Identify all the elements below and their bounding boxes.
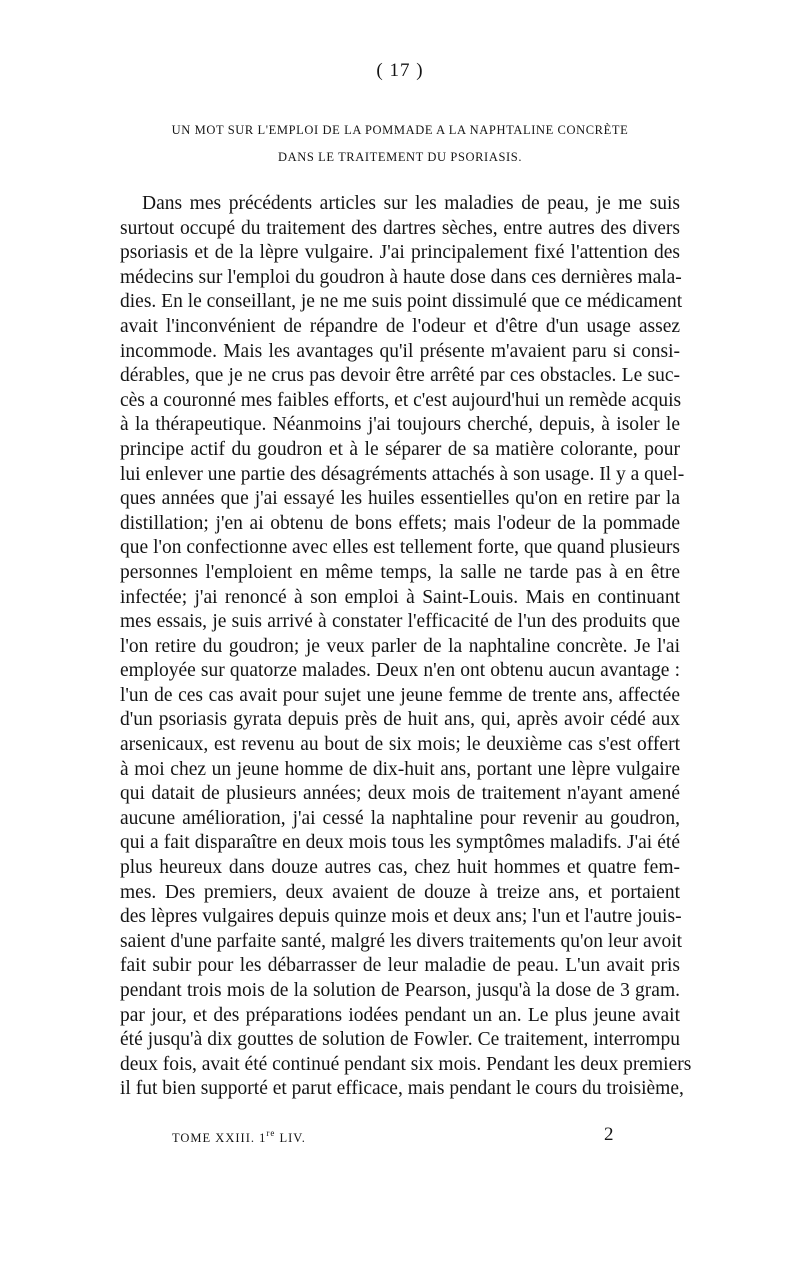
volume-signature-sup: re bbox=[266, 1128, 276, 1138]
body-line: dérables, que je ne crus pas devoir être arrêté par ces obstacles. Le suc- bbox=[120, 365, 680, 387]
body-line: à la thérapeutique. Néanmoins j'ai toujours cherché, depuis, à isoler le bbox=[120, 414, 680, 436]
body-line: lui enlever une partie des désagréments attachés à son usage. Il y a quel- bbox=[120, 463, 685, 485]
page-number: ( 17 ) bbox=[376, 60, 424, 81]
body-line: dies. En le conseillant, je ne me suis point dissimulé que ce médicament bbox=[120, 291, 683, 313]
body-line: personnes l'emploient en même temps, la salle ne tarde pas à en être bbox=[120, 561, 680, 583]
body-line: deux fois, avait été continué pendant six mois. Pendant les deux premiers bbox=[120, 1053, 692, 1075]
body-line: infectée; j'ai renoncé à son emploi à Saint-Louis. Mais en continuant bbox=[120, 586, 680, 608]
body-line: l'un de ces cas avait pour sujet une jeune femme de trente ans, affectée bbox=[120, 684, 680, 706]
volume-signature-text: TOME XXIII. 1 bbox=[172, 1131, 267, 1145]
body-line: incommode. Mais les avantages qu'il présente m'avaient paru si consi- bbox=[120, 340, 680, 362]
body-line: médecins sur l'emploi du goudron à haute dose dans ces dernières mala- bbox=[120, 266, 682, 288]
body-line: ques années que j'ai essayé les huiles essentielles qu'on en retire par la bbox=[120, 488, 680, 510]
body-line: cès a couronné mes faibles efforts, et c'est aujourd'hui un remède acquis bbox=[120, 389, 682, 411]
body-line: l'on retire du goudron; je veux parler de la naphtaline concrète. Je l'ai bbox=[120, 635, 680, 657]
article-title-line-2: DANS LE TRAITEMENT DU PSORIASIS. bbox=[277, 150, 523, 164]
body-line: que l'on confectionne avec elles est tellement forte, que quand plusieurs bbox=[120, 537, 680, 559]
body-line: qui datait de plusieurs années; deux mois de traitement n'ayant amené bbox=[120, 783, 680, 805]
body-line: d'un psoriasis gyrata depuis près de huit ans, qui, après avoir cédé aux bbox=[120, 709, 680, 731]
body-line: saient d'une parfaite santé, malgré les divers traitements qu'on leur avoit bbox=[120, 930, 683, 952]
body-line: par jour, et des préparations iodées pendant un an. Le plus jeune avait bbox=[120, 1004, 680, 1026]
body-line: Dans mes précédents articles sur les maladies de peau, je me suis bbox=[142, 193, 680, 214]
body-line: employée sur quatorze malades. Deux n'en ont obtenu aucun avantage : bbox=[120, 660, 680, 682]
body-line: été jusqu'à dix gouttes de solution de Fowler. Ce traitement, interrompu bbox=[120, 1029, 680, 1051]
body-line: psoriasis et de la lèpre vulgaire. J'ai principalement fixé l'attention des bbox=[120, 242, 680, 264]
volume-signature-suffix: LIV. bbox=[275, 1131, 306, 1145]
body-line: distillation; j'en ai obtenu de bons effets; mais l'odeur de la pommade bbox=[120, 512, 680, 534]
body-line: arsenicaux, est revenu au bout de six mois; le deuxième cas s'est offert bbox=[120, 734, 680, 756]
body-line: des lèpres vulgaires depuis quinze mois et deux ans; l'un et l'autre jouis- bbox=[120, 906, 682, 928]
sheet-number: 2 bbox=[604, 1124, 615, 1145]
body-line: mes essais, je suis arrivé à constater l'efficacité de l'un des produits que bbox=[120, 611, 680, 633]
body-line: à moi chez un jeune homme de dix-huit ans, portant une lèpre vulgaire bbox=[120, 758, 680, 780]
body-line: pendant trois mois de la solution de Pearson, jusqu'à la dose de 3 gram. bbox=[120, 980, 680, 1001]
article-title-line-1: UN MOT SUR L'EMPLOI DE LA POMMADE A LA NAPHTALINE CONCRÈTE bbox=[171, 123, 629, 137]
body-line: qui a fait disparaître en deux mois tous les symptômes maladifs. J'ai été bbox=[120, 832, 680, 854]
body-line: plus heureux dans douze autres cas, chez huit hommes et quatre fem- bbox=[120, 857, 680, 879]
body-line: fait subir pour les débarrasser de leur maladie de peau. L'un avait pris bbox=[120, 955, 680, 977]
volume-signature bbox=[172, 1128, 306, 1146]
body-line: aucune amélioration, j'ai cessé la naphtaline pour revenir au goudron, bbox=[120, 807, 680, 829]
body-line: avait l'inconvénient de répandre de l'odeur et d'être d'un usage assez bbox=[120, 315, 680, 337]
body-line: surtout occupé du traitement des dartres sèches, entre autres des divers bbox=[120, 217, 680, 239]
body-line: il fut bien supporté et parut efficace, mais pendant le cours du troisième, bbox=[120, 1078, 684, 1100]
body-line: principe actif du goudron et à le séparer de sa matière colorante, pour bbox=[120, 438, 680, 460]
body-line: mes. Des premiers, deux avaient de douze à treize ans, et portaient bbox=[120, 881, 680, 903]
article-body bbox=[120, 192, 692, 1102]
article-title bbox=[120, 117, 680, 171]
